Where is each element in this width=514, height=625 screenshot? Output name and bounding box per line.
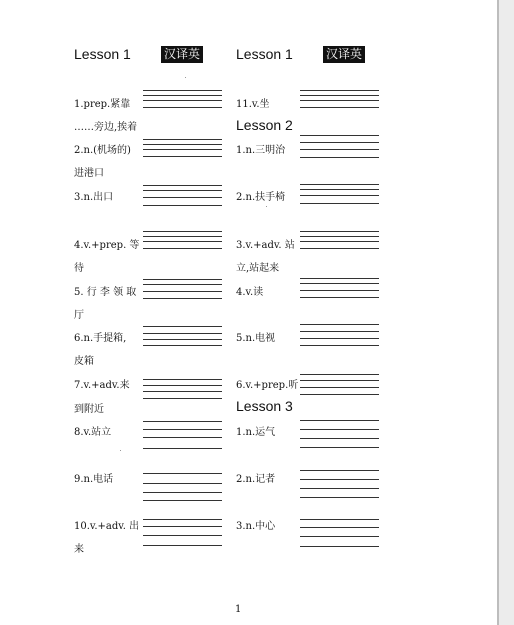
vocab-label: 10.v.+adv. 出: [74, 521, 140, 532]
answer-lines: [300, 90, 379, 114]
answer-lines: [300, 374, 379, 398]
lesson-heading: Lesson 1: [236, 46, 293, 62]
vocab-label: 3.v.+adv. 站: [236, 240, 295, 251]
vocab-label: 7.v.+adv.来: [74, 380, 130, 391]
answer-lines: [300, 470, 379, 500]
answer-lines: [300, 324, 379, 348]
answer-lines: [300, 420, 379, 450]
vocab-label: 进港口: [74, 168, 104, 179]
vocab-label: 1.n.三明治: [236, 145, 286, 156]
answer-lines: [143, 379, 222, 403]
section-badge: 汉译英: [161, 46, 203, 63]
vocab-label: 1.n.运气: [236, 427, 276, 438]
vocab-label: 5. 行 李 领 取: [74, 287, 137, 298]
vocab-label: 待: [74, 263, 84, 274]
vocab-label: 2.n.记者: [236, 474, 276, 485]
scan-speck: [120, 450, 121, 451]
vocab-label: 6.n.手提箱,: [74, 333, 127, 344]
vocab-label: 11.v.坐: [236, 99, 270, 110]
scan-speck: [185, 77, 186, 78]
vocab-label: 9.n.电话: [74, 474, 114, 485]
vocab-label: 8.v.站立: [74, 427, 112, 438]
lesson-heading: Lesson 2: [236, 117, 293, 133]
vocab-label: 立,站起来: [236, 263, 280, 274]
vocab-label: 3.n.出口: [74, 192, 114, 203]
answer-lines: [143, 279, 222, 303]
answer-lines: [300, 231, 379, 255]
lesson-heading: Lesson 3: [236, 398, 293, 414]
scan-speck: [266, 206, 267, 207]
answer-lines: [300, 519, 379, 549]
answer-lines: [300, 184, 379, 208]
vocab-label: 到附近: [74, 404, 104, 415]
vocab-label: 皮箱: [74, 356, 94, 367]
vocab-label: 4.v.读: [236, 287, 264, 298]
answer-lines: [300, 278, 379, 302]
vocab-label: 6.v.+prep.听: [236, 380, 299, 391]
lesson-heading: Lesson 1: [74, 46, 131, 62]
vocab-label: 1.prep.紧靠: [74, 99, 131, 110]
answer-lines: [143, 519, 222, 549]
answer-lines: [143, 90, 222, 114]
vocab-label: 5.n.电视: [236, 333, 276, 344]
vocab-label: 来: [74, 544, 84, 555]
answer-lines: [143, 139, 222, 163]
vocab-label: 厅: [74, 310, 84, 321]
page-edge-shadow: [497, 0, 499, 625]
vocab-label: 2.n.(机场的): [74, 145, 131, 156]
answer-lines: [143, 231, 222, 255]
page-number: 1: [235, 604, 242, 615]
answer-lines: [143, 473, 222, 503]
answer-lines: [143, 326, 222, 350]
answer-lines: [143, 421, 222, 451]
vocab-label: 2.n.扶手椅: [236, 192, 286, 203]
answer-lines: [143, 185, 222, 209]
vocab-label: 3.n.中心: [236, 521, 276, 532]
section-badge: 汉译英: [323, 46, 365, 63]
vocab-label: ……旁边,挨着: [74, 122, 138, 133]
vocab-label: 4.v.+prep. 等: [74, 240, 140, 251]
answer-lines: [300, 135, 379, 159]
